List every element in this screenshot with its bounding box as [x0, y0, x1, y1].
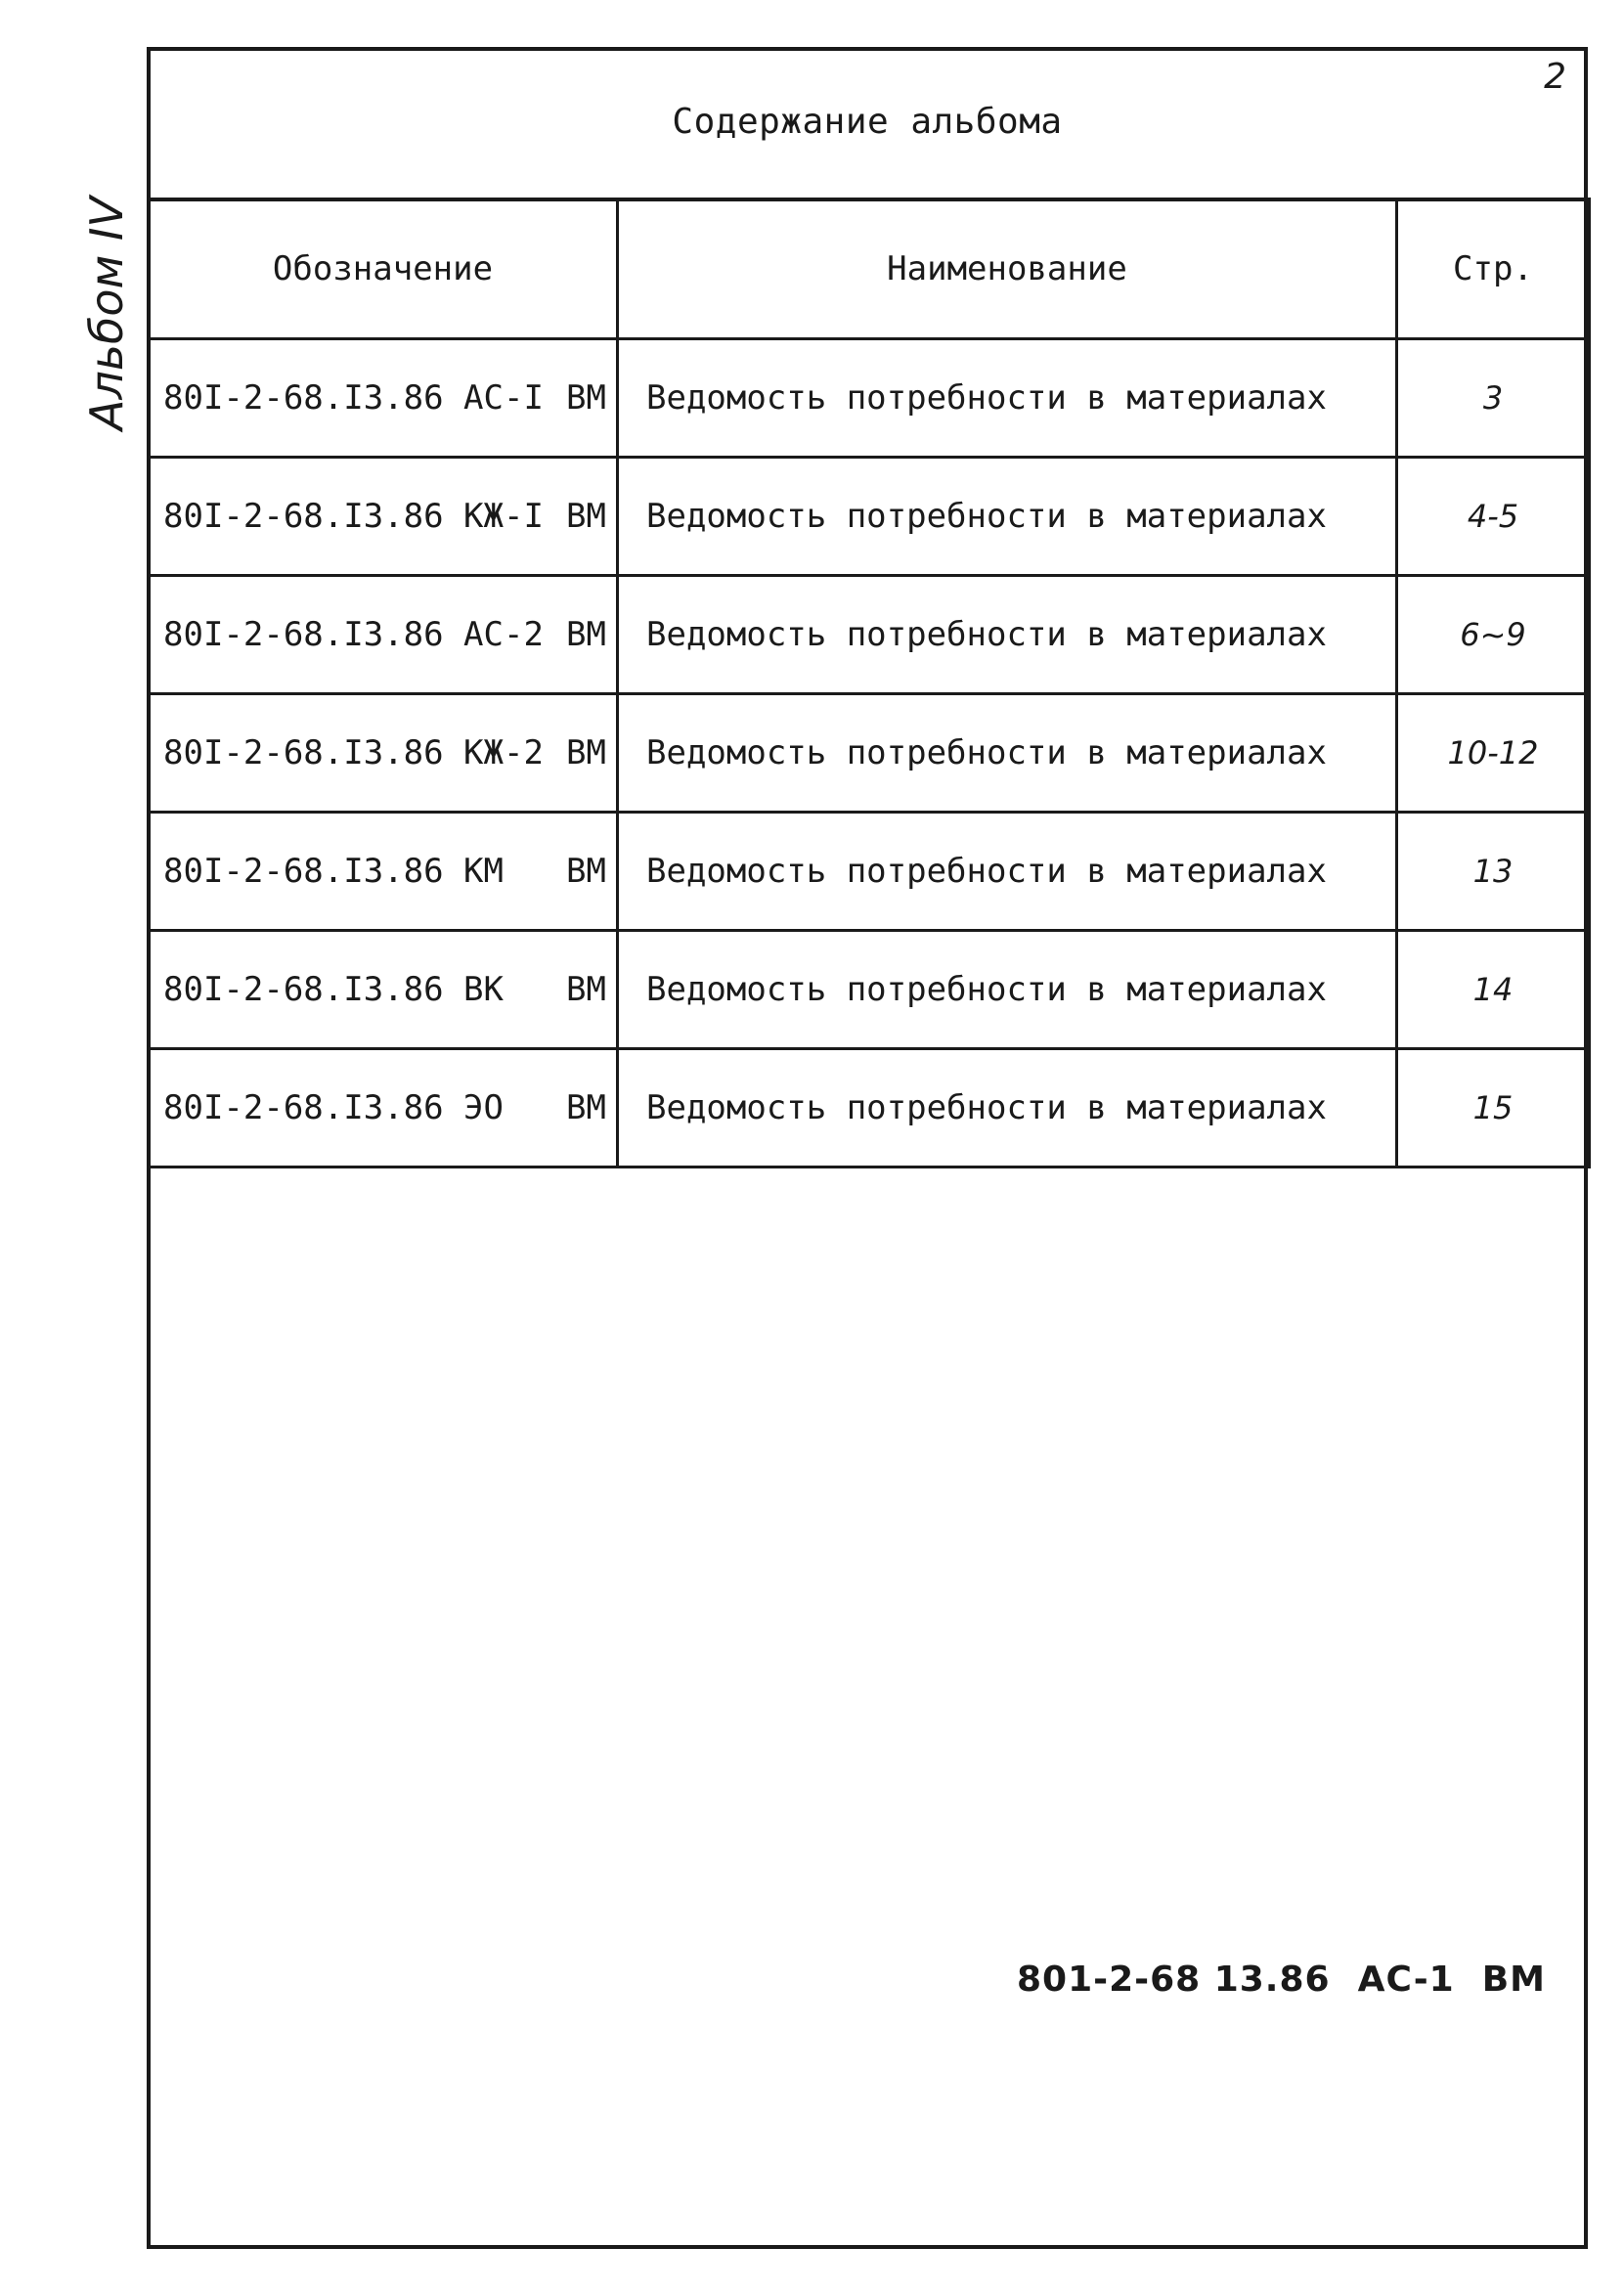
row-name: Ведомость потребности в материалах: [618, 1049, 1397, 1168]
row-code: 80I-2-68.I3.86 KЖ-I BM: [149, 458, 618, 576]
stamp-type: BM: [1481, 1960, 1546, 2000]
document-frame: [147, 47, 1588, 2249]
row-name: Ведомость потребности в материалах: [618, 576, 1397, 694]
row-page: 14: [1397, 931, 1590, 1049]
header-page: Стр.: [1397, 199, 1590, 339]
row-page: 3: [1397, 339, 1590, 458]
row-code: 80I-2-68.I3.86 ЭО BM: [149, 1049, 618, 1168]
album-side-label: Альбом IV: [80, 197, 133, 430]
row-page: 6~9: [1397, 576, 1590, 694]
row-code: 80I-2-68.I3.86 AC-2 BM: [149, 576, 618, 694]
row-name: Ведомость потребности в материалах: [618, 694, 1397, 813]
row-page: 13: [1397, 813, 1590, 931]
contents-table: [147, 198, 1591, 1168]
row-code: 80I-2-68.I3.86 AC-I BM: [149, 339, 618, 458]
row-name: Ведомость потребности в материалах: [618, 931, 1397, 1049]
row-name: Ведомость потребности в материалах: [618, 339, 1397, 458]
page-number: 2: [1544, 57, 1566, 97]
table-header-row: [149, 199, 1590, 339]
table-row: [149, 576, 1590, 694]
table-row: [149, 813, 1590, 931]
table-row: [149, 458, 1590, 576]
row-name: Ведомость потребности в материалах: [618, 458, 1397, 576]
stamp-section: AC-1: [1357, 1960, 1455, 2000]
stamp-series: 801-2-68 13.86: [1017, 1960, 1331, 2000]
header-code: Обозначение: [149, 199, 618, 339]
row-code: 80I-2-68.I3.86 KM BM: [149, 813, 618, 931]
table-row: [149, 339, 1590, 458]
row-name: Ведомость потребности в материалах: [618, 813, 1397, 931]
row-page: 10-12: [1397, 694, 1590, 813]
table-row: [149, 1049, 1590, 1168]
row-page: 15: [1397, 1049, 1590, 1168]
page-title: Содержание альбома: [672, 102, 1063, 142]
header-name: Наименование: [618, 199, 1397, 339]
row-code: 80I-2-68.I3.86 BK BM: [149, 931, 618, 1049]
title-block: [151, 51, 1584, 201]
row-page: 4-5: [1397, 458, 1590, 576]
table-row: [149, 694, 1590, 813]
table-row: [149, 931, 1590, 1049]
row-code: 80I-2-68.I3.86 KЖ-2 BM: [149, 694, 618, 813]
document-stamp-code: [1017, 1960, 1573, 2000]
